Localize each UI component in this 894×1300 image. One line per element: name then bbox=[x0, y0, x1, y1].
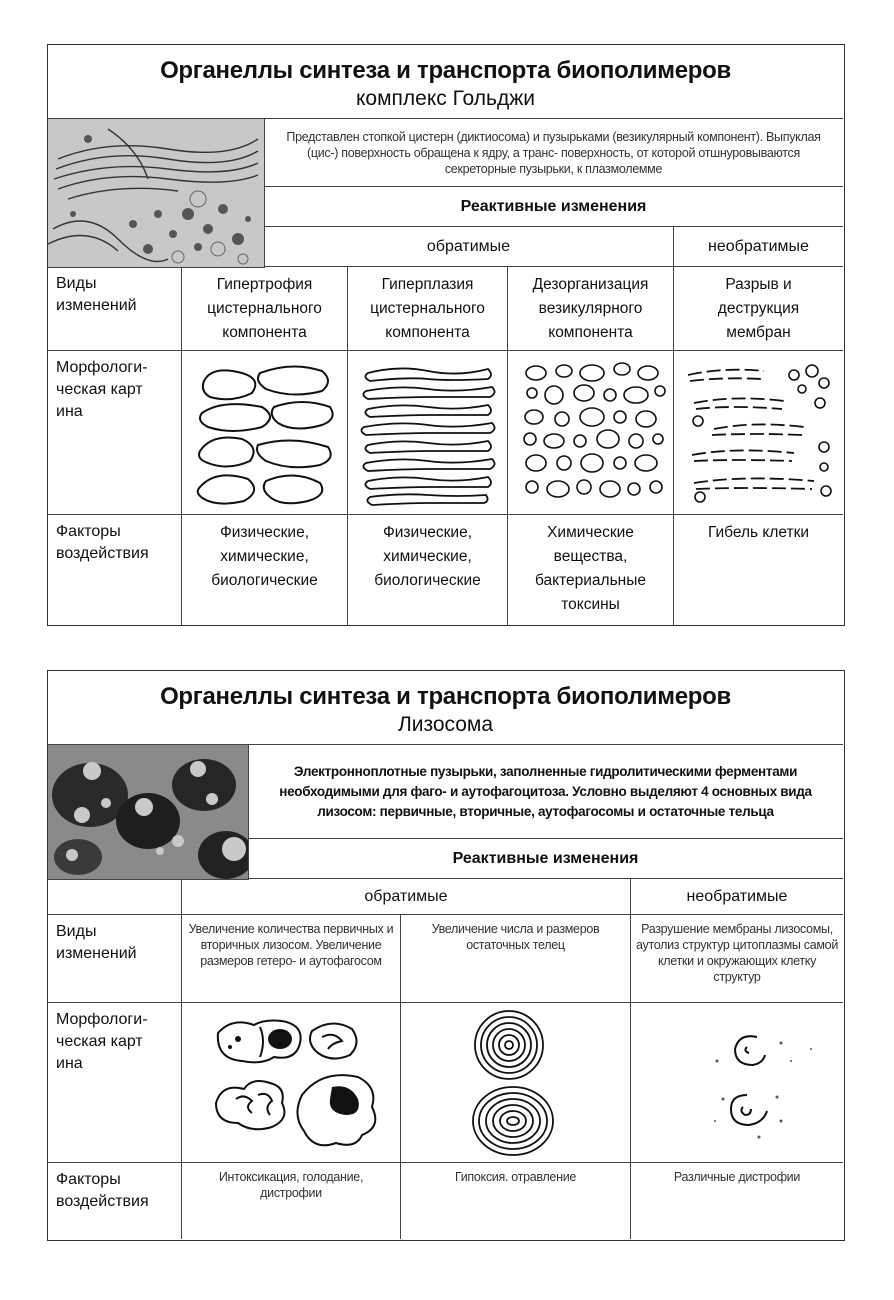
golgi-type-1: Гипертрофия цистернального компонента bbox=[182, 267, 348, 351]
lysosome-type-1: Увеличение количества первичных и вторичных лизосом. Увеличение размеров гетеро- и аутофагосом bbox=[182, 915, 401, 1003]
lysosome-factor-2: Гипоксия. отравление bbox=[401, 1163, 631, 1239]
golgi-type-2: Гиперплазия цистернального компонента bbox=[348, 267, 508, 351]
golgi-row-types-label: Виды изменений bbox=[48, 267, 182, 351]
lysosome-heterophagosome-drawing bbox=[182, 1003, 401, 1163]
lysosome-morph-1 bbox=[182, 1003, 401, 1163]
lysosome-rupture-drawing bbox=[631, 1003, 843, 1163]
residual-bodies-drawing bbox=[401, 1003, 631, 1163]
golgi-micrograph-image bbox=[48, 119, 264, 267]
golgi-factor-4: Гибель клетки bbox=[707, 524, 810, 541]
golgi-reactive-header: Реактивные изменения bbox=[264, 187, 843, 227]
golgi-table bbox=[47, 44, 845, 626]
lysosome-factor-1: Интоксикация, голодание, дистрофии bbox=[182, 1163, 401, 1239]
lysosome-description: Электронноплотные пузырьки, заполненные гидролитическими ферментами необходимыми для фаго- и аутофагоцитоза. Условно выделяют 4 основных вида лизосом: первичные, вторичные, аутофагосомы и остаточные тельца bbox=[248, 745, 843, 839]
golgi-morph-hypertrophy bbox=[182, 351, 348, 515]
golgi-type-4: Разрыв и деструкция мембран bbox=[674, 267, 843, 351]
hypertrophy-drawing bbox=[182, 351, 348, 515]
golgi-subtitle: комплекс Гольджи bbox=[355, 86, 535, 110]
lysosome-title-block bbox=[48, 671, 843, 745]
golgi-factor-2: Физические, химические, биологические bbox=[348, 515, 508, 625]
golgi-title: Органеллы синтеза и транспорта биополимеров bbox=[160, 56, 731, 84]
lysosome-row-morph-label: Морфологи-ческая картина bbox=[48, 1003, 182, 1163]
golgi-micrograph bbox=[48, 119, 265, 268]
lysosome-micrograph bbox=[48, 745, 249, 880]
disorganization-drawing bbox=[508, 351, 674, 515]
golgi-type-3: Дезорганизация везикулярного компонента bbox=[508, 267, 674, 351]
lysosome-type-3: Разрушение мембраны лизосомы, аутолиз структур цитоплазмы самой клетки и окружающих клетку структур bbox=[631, 915, 843, 1003]
lysosome-morph-2 bbox=[401, 1003, 631, 1163]
golgi-title-block bbox=[48, 45, 843, 119]
lysosome-factor-3: Различные дистрофии bbox=[673, 1170, 801, 1184]
golgi-description: Представлен стопкой цистерн (диктиосома) и пузырьками (везикулярный компонент). Выпуклая (цис-) поверхность обращена к ядру, а транс- поверхность, от которой отшнуровываются секреторные пузырьки, к плазмолемме bbox=[264, 119, 843, 187]
lysosome-table bbox=[47, 670, 845, 1241]
golgi-row-morph-label: Морфологи-ческая картина bbox=[48, 351, 182, 515]
golgi-factor-1: Физические, химические, биологические bbox=[182, 515, 348, 625]
golgi-factor-3: Химические вещества, бактериальные токсины bbox=[508, 515, 674, 625]
lysosome-morph-3 bbox=[631, 1003, 843, 1163]
lysosome-row-types-label: Виды изменений bbox=[48, 915, 182, 1003]
lysosome-title: Органеллы синтеза и транспорта биополимеров bbox=[160, 682, 731, 710]
lysosome-reactive-header: Реактивные изменения bbox=[248, 839, 843, 879]
golgi-reversible-header: обратимые bbox=[264, 227, 674, 267]
golgi-morph-hyperplasia bbox=[348, 351, 508, 515]
golgi-morph-disorganization bbox=[508, 351, 674, 515]
lysosome-type-2: Увеличение числа и размеров остаточных телец bbox=[401, 915, 631, 1003]
lysosome-irreversible-header: необратимые bbox=[631, 879, 843, 915]
golgi-irreversible-header: необратимые bbox=[674, 227, 843, 267]
hyperplasia-drawing bbox=[348, 351, 508, 515]
destruction-drawing bbox=[674, 351, 843, 515]
lysosome-header-blank bbox=[48, 879, 182, 915]
golgi-row-factors-label: Факторы воздействия bbox=[48, 515, 182, 625]
lysosome-subtitle: Лизосома bbox=[397, 712, 494, 736]
lysosome-reversible-header: обратимые bbox=[182, 879, 631, 915]
golgi-morph-destruction bbox=[674, 351, 843, 515]
lysosome-row-factors-label: Факторы воздействия bbox=[48, 1163, 182, 1239]
lysosome-micrograph-image bbox=[48, 745, 248, 879]
